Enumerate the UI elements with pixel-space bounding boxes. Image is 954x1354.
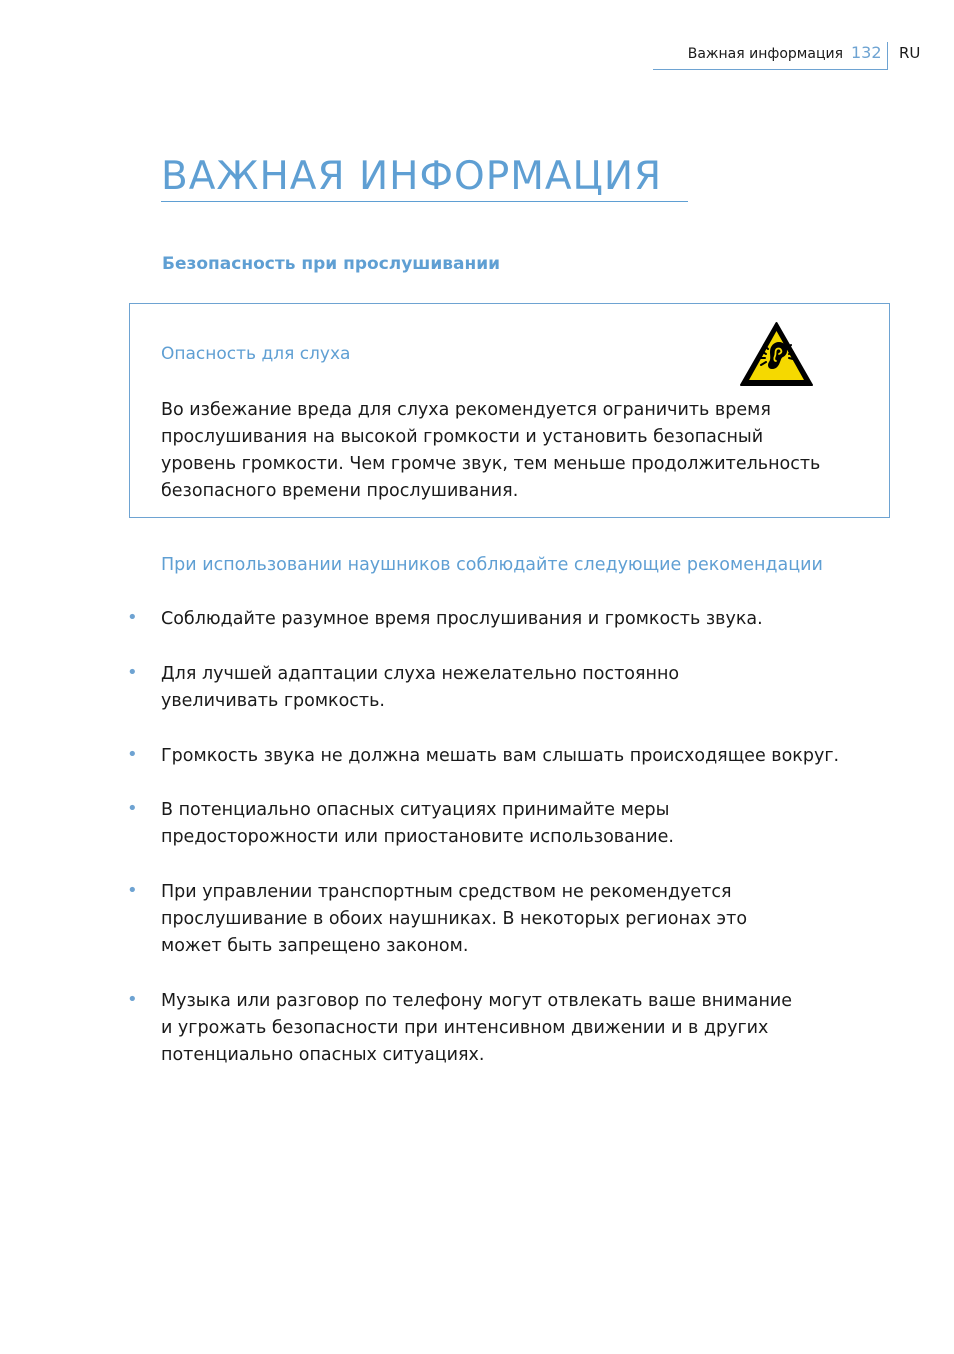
warning-text [161,397,881,505]
bullet-marker: • [127,989,138,1010]
bullet-marker: • [127,744,138,765]
language-code: RU [899,44,921,62]
bullet-marker: • [127,798,138,819]
list-item-line: потенциально опасных ситуациях. [161,1045,485,1065]
list-item [161,743,881,770]
bullet-marker: • [127,880,138,901]
list-item-line: В потенциально опасных ситуациях принимайте меры [161,800,670,820]
title-underline [161,201,688,202]
hearing-damage-warning-icon [739,321,814,387]
bullet-marker: • [127,607,138,628]
list-item-line: Музыка или разговор по телефону могут отвлекать ваше внимание [161,991,793,1011]
list-item-line: может быть запрещено законом. [161,936,469,956]
list-item-line: увеличивать громкость. [161,691,385,711]
header-divider-vertical [887,42,888,70]
list-item [161,988,881,1069]
list-item [161,797,881,851]
warning-heading: Опасность для слуха [161,344,351,364]
section-subheading: Безопасность при прослушивании [162,254,501,274]
warning-text-line: Во избежание вреда для слуха рекомендуется ограничить время [161,400,771,420]
list-item [161,661,881,715]
list-item-line: предосторожности или приостановите использование. [161,827,674,847]
list-item-line: Громкость звука не должна мешать вам слышать происходящее вокруг. [161,746,840,766]
list-item-line: и угрожать безопасности при интенсивном движении и в других [161,1018,769,1038]
list-item [161,606,881,633]
page-number: 132 [851,43,882,62]
list-item-line: Для лучшей адаптации слуха нежелательно постоянно [161,664,680,684]
page-title: ВАЖНАЯ ИНФОРМАЦИЯ [161,154,663,199]
warning-text-line: прослушивания на высокой громкости и установить безопасный [161,427,764,447]
list-item-line: Соблюдайте разумное время прослушивания и громкость звука. [161,609,763,629]
header-section-title: Важная информация [687,46,843,62]
list-item-line: прослушивание в обоих наушниках. В некоторых регионах это [161,909,748,929]
warning-text-line: безопасного времени прослушивания. [161,481,519,501]
list-item [161,879,881,960]
list-item-line: При управлении транспортным средством не рекомендуется [161,882,732,902]
warning-text-line: уровень громкости. Чем громче звук, тем меньше продолжительность [161,454,821,474]
bullet-marker: • [127,662,138,683]
header-divider-horizontal [653,69,888,70]
recommendations-heading: При использовании наушников соблюдайте следующие рекомендации [161,555,823,575]
